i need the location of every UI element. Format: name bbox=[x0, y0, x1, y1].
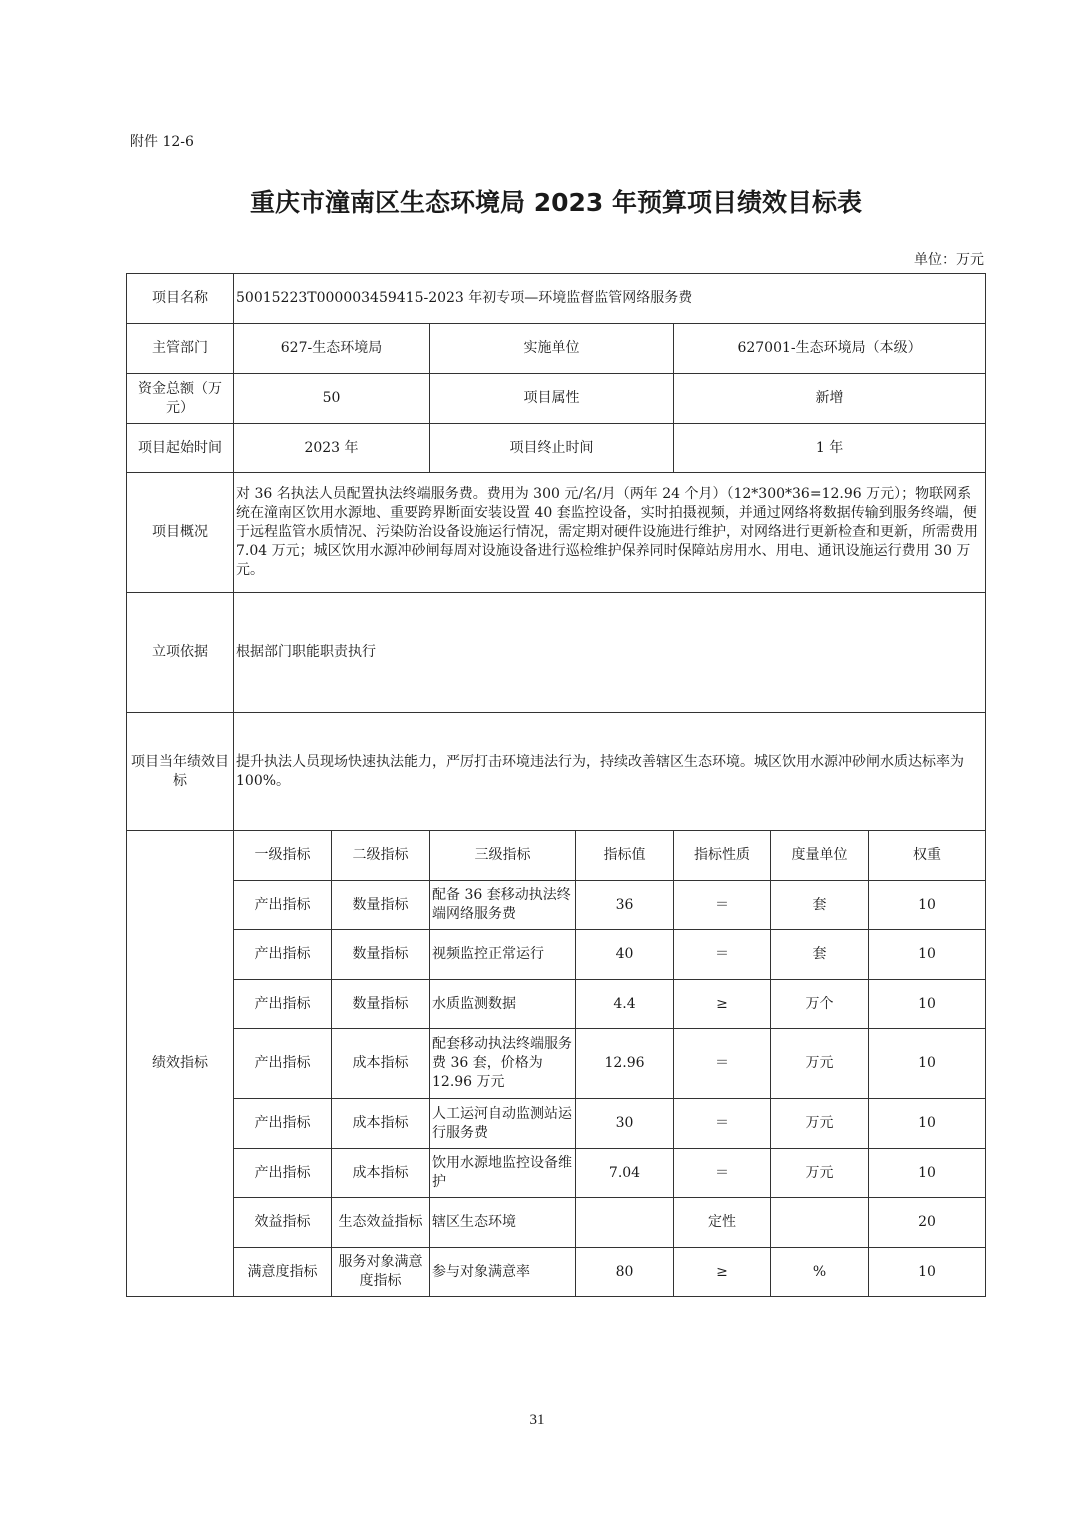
level2-cell: 数量指标 bbox=[332, 881, 430, 930]
unit-cell: 套 bbox=[771, 881, 869, 930]
level1-cell: 效益指标 bbox=[234, 1198, 332, 1248]
weight-cell: 10 bbox=[869, 1099, 986, 1149]
indicator-header-row bbox=[127, 831, 986, 881]
start-value: 2023 年 bbox=[234, 424, 430, 473]
level2-cell: 数量指标 bbox=[332, 930, 430, 980]
unit-cell: 万个 bbox=[771, 980, 869, 1029]
level1-cell: 产出指标 bbox=[234, 1099, 332, 1149]
unit-cell bbox=[771, 1198, 869, 1248]
value-cell: 4.4 bbox=[576, 980, 674, 1029]
basis-label: 立项依据 bbox=[127, 593, 234, 713]
nature-cell: ＝ bbox=[674, 1099, 771, 1149]
unit-cell: % bbox=[771, 1248, 869, 1297]
goal-value: 提升执法人员现场快速执法能力，严厉打击环境违法行为，持续改善辖区生态环境。城区饮用水源冲砂闸水质达标率为 100%。 bbox=[234, 713, 986, 831]
table-row bbox=[127, 930, 986, 980]
weight-cell: 10 bbox=[869, 980, 986, 1029]
table-row bbox=[127, 980, 986, 1029]
table-row bbox=[127, 1029, 986, 1099]
overview-label: 项目概况 bbox=[127, 473, 234, 593]
table-row bbox=[127, 881, 986, 930]
level3-cell: 视频监控正常运行 bbox=[430, 930, 576, 980]
level2-cell: 生态效益指标 bbox=[332, 1198, 430, 1248]
column-header: 二级指标 bbox=[332, 831, 430, 881]
weight-cell: 10 bbox=[869, 1029, 986, 1099]
level1-cell: 产出指标 bbox=[234, 980, 332, 1029]
weight-cell: 10 bbox=[869, 881, 986, 930]
value-cell: 12.96 bbox=[576, 1029, 674, 1099]
project-name-value: 50015223T000003459415-2023 年初专项—环境监督监管网络服务费 bbox=[234, 274, 986, 324]
page-number: 31 bbox=[529, 1412, 545, 1428]
level3-cell: 水质监测数据 bbox=[430, 980, 576, 1029]
unit-cell: 万元 bbox=[771, 1099, 869, 1149]
unit-cell: 套 bbox=[771, 930, 869, 980]
level3-cell: 配套移动执法终端服务费 36 套，价格为 12.96 万元 bbox=[430, 1029, 576, 1099]
table-row bbox=[127, 1099, 986, 1149]
weight-cell: 10 bbox=[869, 1248, 986, 1297]
value-cell: 7.04 bbox=[576, 1149, 674, 1198]
row-basis bbox=[127, 593, 986, 713]
row-fund bbox=[127, 374, 986, 424]
basis-value: 根据部门职能职责执行 bbox=[234, 593, 986, 713]
table-row bbox=[127, 1198, 986, 1248]
table-row bbox=[127, 1149, 986, 1198]
nature-cell: ＝ bbox=[674, 1029, 771, 1099]
unit-label: 单位：万元 bbox=[914, 252, 984, 268]
column-header: 三级指标 bbox=[430, 831, 576, 881]
attr-value: 新增 bbox=[674, 374, 986, 424]
page-title: 重庆市潼南区生态环境局 2023 年预算项目绩效目标表 bbox=[250, 188, 862, 217]
end-label: 项目终止时间 bbox=[430, 424, 674, 473]
level1-cell: 产出指标 bbox=[234, 1029, 332, 1099]
row-project-name bbox=[127, 274, 986, 324]
performance-table bbox=[126, 273, 986, 1297]
unit-cell: 万元 bbox=[771, 1029, 869, 1099]
goal-label: 项目当年绩效目标 bbox=[127, 713, 234, 831]
indicators-section-label: 绩效指标 bbox=[127, 831, 234, 1297]
table-row bbox=[127, 1248, 986, 1297]
dept-value: 627-生态环境局 bbox=[234, 324, 430, 374]
level2-cell: 服务对象满意度指标 bbox=[332, 1248, 430, 1297]
project-name-label: 项目名称 bbox=[127, 274, 234, 324]
level2-cell: 成本指标 bbox=[332, 1099, 430, 1149]
impl-value: 627001-生态环境局（本级） bbox=[674, 324, 986, 374]
annex-label: 附件 12-6 bbox=[130, 134, 194, 150]
column-header: 指标性质 bbox=[674, 831, 771, 881]
level3-cell: 饮用水源地监控设备维护 bbox=[430, 1149, 576, 1198]
attr-label: 项目属性 bbox=[430, 374, 674, 424]
row-goal bbox=[127, 713, 986, 831]
weight-cell: 10 bbox=[869, 930, 986, 980]
fund-value: 50 bbox=[234, 374, 430, 424]
start-label: 项目起始时间 bbox=[127, 424, 234, 473]
unit-cell: 万元 bbox=[771, 1149, 869, 1198]
nature-cell: 定性 bbox=[674, 1198, 771, 1248]
level3-cell: 人工运河自动监测站运行服务费 bbox=[430, 1099, 576, 1149]
column-header: 一级指标 bbox=[234, 831, 332, 881]
column-header: 权重 bbox=[869, 831, 986, 881]
value-cell bbox=[576, 1198, 674, 1248]
value-cell: 30 bbox=[576, 1099, 674, 1149]
row-time bbox=[127, 424, 986, 473]
level1-cell: 满意度指标 bbox=[234, 1248, 332, 1297]
level2-cell: 数量指标 bbox=[332, 980, 430, 1029]
level3-cell: 配备 36 套移动执法终端网络服务费 bbox=[430, 881, 576, 930]
nature-cell: ＝ bbox=[674, 881, 771, 930]
level1-cell: 产出指标 bbox=[234, 881, 332, 930]
value-cell: 40 bbox=[576, 930, 674, 980]
weight-cell: 10 bbox=[869, 1149, 986, 1198]
level3-cell: 辖区生态环境 bbox=[430, 1198, 576, 1248]
level3-cell: 参与对象满意率 bbox=[430, 1248, 576, 1297]
row-dept bbox=[127, 324, 986, 374]
impl-label: 实施单位 bbox=[430, 324, 674, 374]
nature-cell: ≥ bbox=[674, 980, 771, 1029]
end-value: 1 年 bbox=[674, 424, 986, 473]
value-cell: 36 bbox=[576, 881, 674, 930]
weight-cell: 20 bbox=[869, 1198, 986, 1248]
level2-cell: 成本指标 bbox=[332, 1149, 430, 1198]
column-header: 度量单位 bbox=[771, 831, 869, 881]
dept-label: 主管部门 bbox=[127, 324, 234, 374]
fund-label: 资金总额（万元） bbox=[127, 374, 234, 424]
level2-cell: 成本指标 bbox=[332, 1029, 430, 1099]
level1-cell: 产出指标 bbox=[234, 930, 332, 980]
nature-cell: ＝ bbox=[674, 1149, 771, 1198]
overview-value: 对 36 名执法人员配置执法终端服务费。费用为 300 元/名/月（两年 24 个月）（12*300*36=12.96 万元）；物联网系统在潼南区饮用水源地、重要跨界断面安装设置 40 套监控设备，实时拍摄视频，并通过网络将数据传输到服务终端，便于远程监管水质情况、污染防治设备设施运行情况，需定期对硬件设施进行维护，对网络进行更新检查和更新，所需费用 7.04 万元；城区饮用水源冲砂闸每周对设施设备进行巡检维护保养同时保障站房用水、用电、通讯设施运行费用 30 万元。 bbox=[234, 473, 986, 593]
level1-cell: 产出指标 bbox=[234, 1149, 332, 1198]
row-overview bbox=[127, 473, 986, 593]
nature-cell: ＝ bbox=[674, 930, 771, 980]
nature-cell: ≥ bbox=[674, 1248, 771, 1297]
value-cell: 80 bbox=[576, 1248, 674, 1297]
column-header: 指标值 bbox=[576, 831, 674, 881]
